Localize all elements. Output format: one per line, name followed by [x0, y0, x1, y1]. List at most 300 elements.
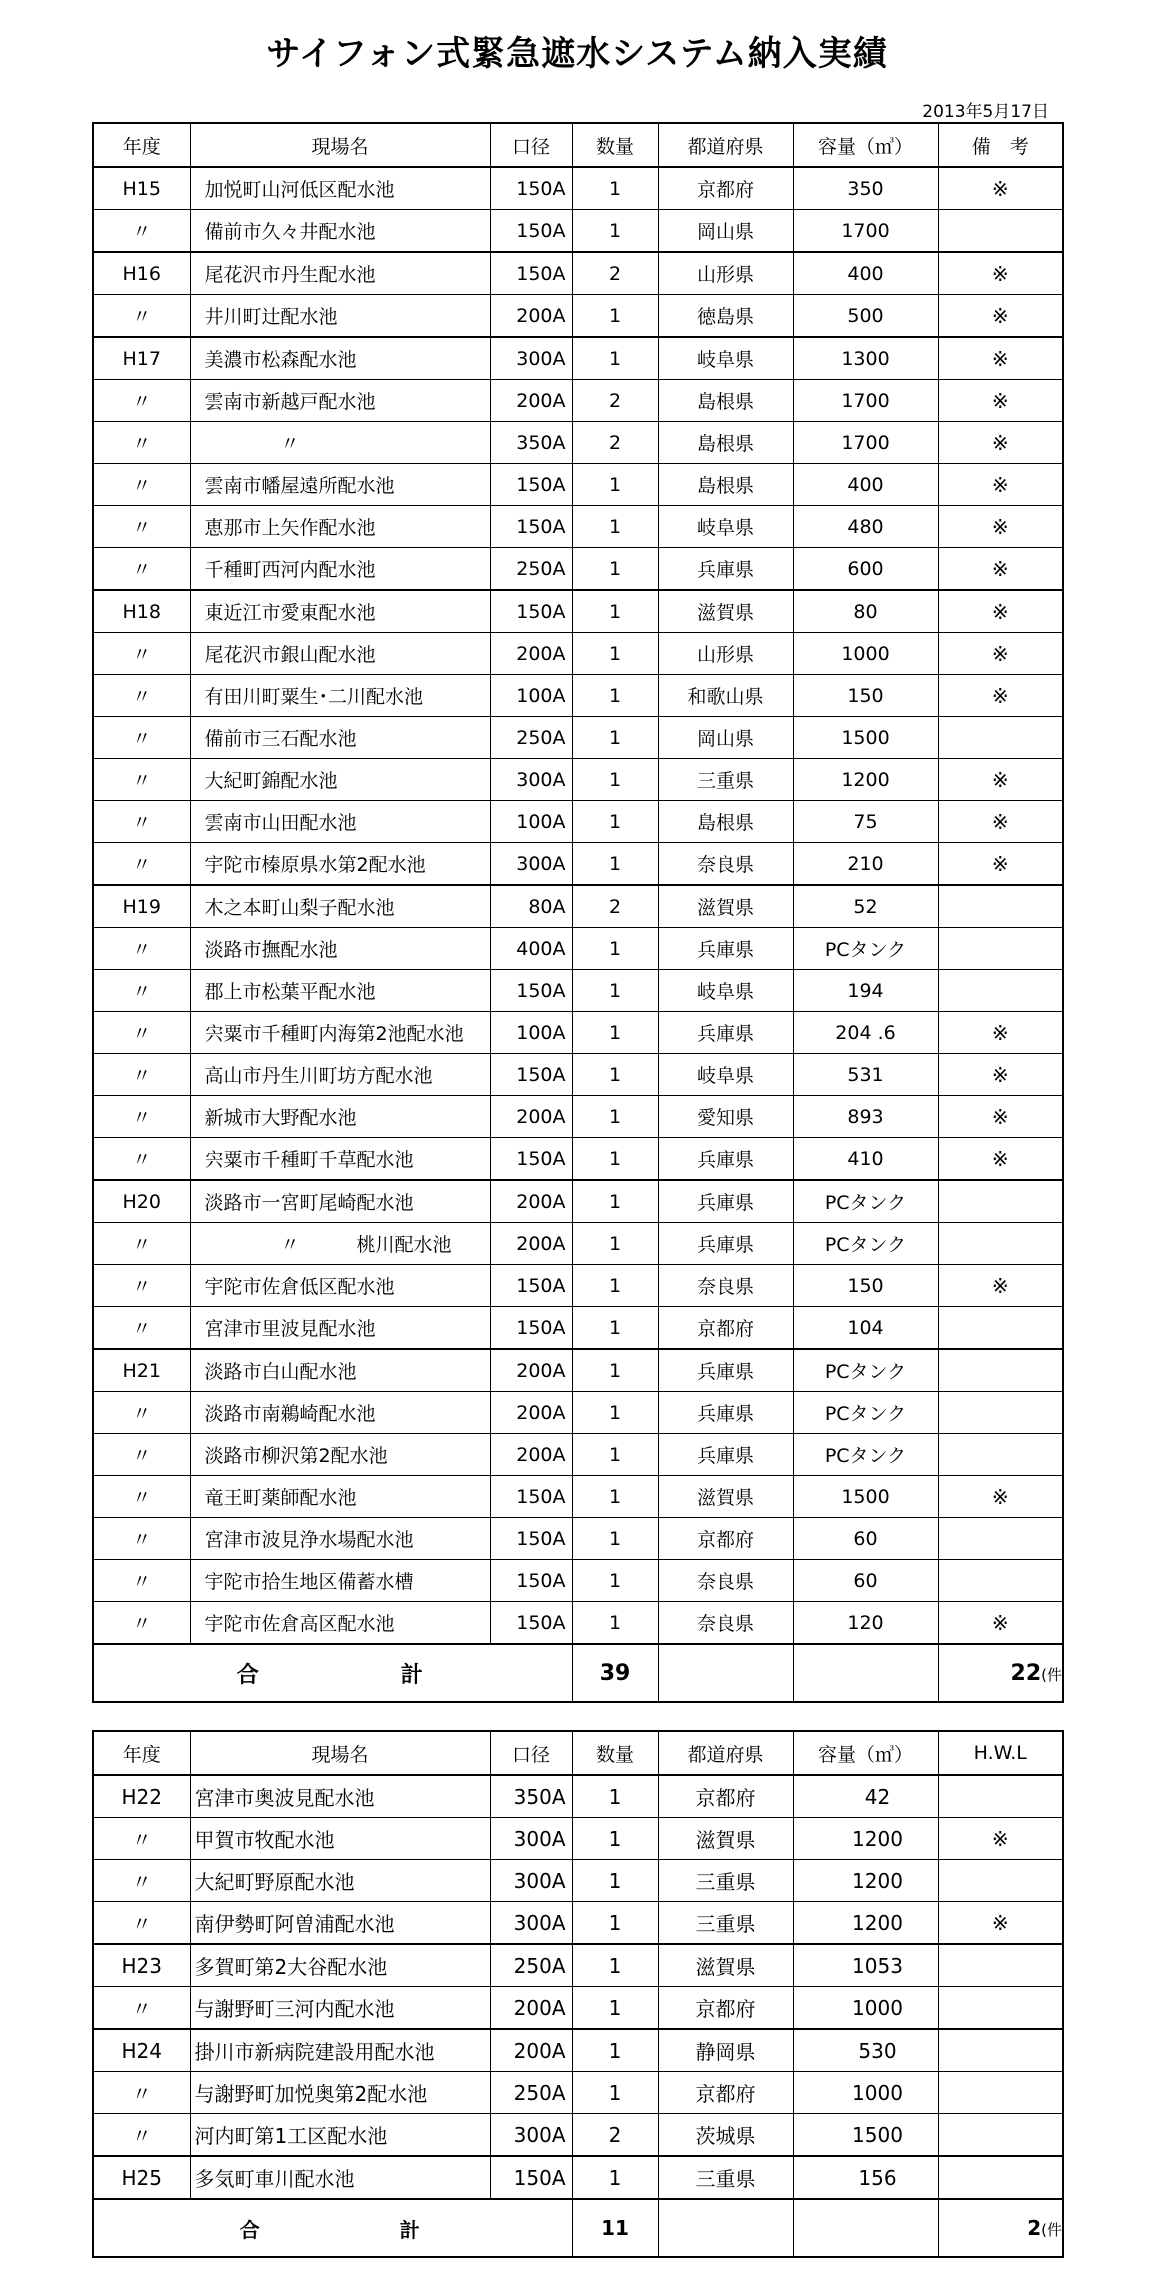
- table-row: [93, 506, 1063, 548]
- note-cell: [938, 1392, 1063, 1434]
- capacity-cell: 1500: [793, 2114, 938, 2157]
- year-cell: 〃: [93, 1434, 190, 1476]
- site-name-cell: 宇陀市榛原県水第2配水池: [190, 843, 490, 886]
- bore-size-cell: 300A: [490, 2114, 572, 2157]
- bore-size-cell: 150A: [490, 1138, 572, 1181]
- note-cell: ※: [938, 464, 1063, 506]
- quantity-cell: 1: [572, 210, 658, 253]
- year-cell: 〃: [93, 1096, 190, 1138]
- note-cell: ※: [938, 1602, 1063, 1645]
- quantity-cell: 1: [572, 1096, 658, 1138]
- prefecture-cell: 岡山県: [658, 210, 793, 253]
- bore-size-cell: 80A: [490, 885, 572, 928]
- quantity-cell: 1: [572, 1223, 658, 1265]
- note-cell: ※: [938, 252, 1063, 295]
- total-label: 合 計: [93, 2199, 572, 2257]
- bore-size-cell: 250A: [490, 717, 572, 759]
- total-row: [93, 1644, 1063, 1702]
- capacity-cell: 120: [793, 1602, 938, 1645]
- quantity-cell: 1: [572, 1054, 658, 1096]
- column-header: 数量: [572, 1731, 658, 1775]
- prefecture-cell: 奈良県: [658, 843, 793, 886]
- note-cell: [938, 210, 1063, 253]
- site-name-cell: 竜王町薬師配水池: [190, 1476, 490, 1518]
- site-name-cell: 淡路市南鵜崎配水池: [190, 1392, 490, 1434]
- site-name-cell: 掛川市新病院建設用配水池: [190, 2029, 490, 2072]
- note-cell: ※: [938, 801, 1063, 843]
- note-cell: ※: [938, 1476, 1063, 1518]
- bore-size-cell: 100A: [490, 1012, 572, 1054]
- bore-size-cell: 150A: [490, 1476, 572, 1518]
- note-cell: ※: [938, 1054, 1063, 1096]
- table-row: [93, 1054, 1063, 1096]
- quantity-cell: 1: [572, 1265, 658, 1307]
- capacity-cell: 1700: [793, 422, 938, 464]
- capacity-cell: 1300: [793, 337, 938, 380]
- prefecture-cell: 京都府: [658, 167, 793, 210]
- site-name-cell: 有田川町粟生･二川配水池: [190, 675, 490, 717]
- quantity-cell: 1: [572, 1476, 658, 1518]
- bore-size-cell: 200A: [490, 1987, 572, 2030]
- prefecture-cell: 滋賀県: [658, 1944, 793, 1987]
- capacity-cell: 1053: [793, 1944, 938, 1987]
- table-row: [93, 1096, 1063, 1138]
- capacity-cell: 1700: [793, 210, 938, 253]
- table-row: [93, 970, 1063, 1012]
- table-row: [93, 464, 1063, 506]
- column-header: 都道府県: [658, 123, 793, 167]
- table-row: [93, 252, 1063, 295]
- note-cell: [938, 885, 1063, 928]
- year-cell: 〃: [93, 1860, 190, 1902]
- table-row: [93, 928, 1063, 970]
- bore-size-cell: 350A: [490, 422, 572, 464]
- note-cell: [938, 1349, 1063, 1392]
- table-header-row: [93, 1731, 1063, 1775]
- capacity-cell: 1200: [793, 1860, 938, 1902]
- prefecture-cell: 奈良県: [658, 1560, 793, 1602]
- table-row: [93, 1518, 1063, 1560]
- prefecture-cell: 兵庫県: [658, 548, 793, 591]
- prefecture-cell: 兵庫県: [658, 1012, 793, 1054]
- quantity-cell: 1: [572, 1138, 658, 1181]
- site-name-cell: 宇陀市拾生地区備蓄水槽: [190, 1560, 490, 1602]
- note-cell: ※: [938, 1902, 1063, 1945]
- note-cell: ※: [938, 633, 1063, 675]
- year-cell: 〃: [93, 1392, 190, 1434]
- quantity-cell: 1: [572, 970, 658, 1012]
- capacity-cell: 400: [793, 252, 938, 295]
- capacity-cell: 104: [793, 1307, 938, 1350]
- prefecture-cell: 島根県: [658, 464, 793, 506]
- capacity-cell: 204 .6: [793, 1012, 938, 1054]
- note-cell: [938, 1307, 1063, 1350]
- quantity-cell: 1: [572, 1307, 658, 1350]
- note-cell: ※: [938, 380, 1063, 422]
- quantity-cell: 2: [572, 380, 658, 422]
- table-row: [93, 1392, 1063, 1434]
- prefecture-cell: 島根県: [658, 422, 793, 464]
- capacity-cell: 893: [793, 1096, 938, 1138]
- bore-size-cell: 150A: [490, 2156, 572, 2199]
- bore-size-cell: 150A: [490, 1602, 572, 1645]
- year-cell: H21: [93, 1349, 190, 1392]
- year-cell: 〃: [93, 295, 190, 338]
- capacity-cell: 1200: [793, 1902, 938, 1945]
- capacity-cell: PCタンク: [793, 1349, 938, 1392]
- count-unit: (件: [1041, 2221, 1062, 2239]
- bore-size-cell: 150A: [490, 1518, 572, 1560]
- column-header: 口径: [490, 1731, 572, 1775]
- bore-size-cell: 250A: [490, 548, 572, 591]
- prefecture-cell: 三重県: [658, 1902, 793, 1945]
- prefecture-cell: 兵庫県: [658, 928, 793, 970]
- note-cell: ※: [938, 1012, 1063, 1054]
- quantity-cell: 2: [572, 252, 658, 295]
- bore-size-cell: 150A: [490, 464, 572, 506]
- capacity-cell: 60: [793, 1518, 938, 1560]
- site-name-cell: 大紀町錦配水池: [190, 759, 490, 801]
- bore-size-cell: 200A: [490, 1392, 572, 1434]
- table-row: [93, 1223, 1063, 1265]
- year-cell: H17: [93, 337, 190, 380]
- bore-size-cell: 150A: [490, 167, 572, 210]
- year-cell: 〃: [93, 380, 190, 422]
- site-name-cell: 尾花沢市銀山配水池: [190, 633, 490, 675]
- capacity-cell: 150: [793, 675, 938, 717]
- prefecture-cell: 兵庫県: [658, 1392, 793, 1434]
- year-cell: 〃: [93, 1818, 190, 1860]
- prefecture-cell: 兵庫県: [658, 1180, 793, 1223]
- table-row: [93, 2072, 1063, 2114]
- table-row: [93, 1307, 1063, 1350]
- year-cell: 〃: [93, 464, 190, 506]
- note-cell: ※: [938, 843, 1063, 886]
- quantity-cell: 1: [572, 1434, 658, 1476]
- capacity-cell: 400: [793, 464, 938, 506]
- site-name-cell: 尾花沢市丹生配水池: [190, 252, 490, 295]
- year-cell: H25: [93, 2156, 190, 2199]
- table-row: [93, 1775, 1063, 1818]
- bore-size-cell: 300A: [490, 1818, 572, 1860]
- quantity-cell: 1: [572, 1987, 658, 2030]
- column-header: H.W.L: [938, 1731, 1063, 1775]
- note-cell: [938, 1518, 1063, 1560]
- table-row: [93, 295, 1063, 338]
- bore-size-cell: 200A: [490, 1349, 572, 1392]
- report-date: 2013年5月17日: [922, 102, 1049, 122]
- bore-size-cell: 200A: [490, 1096, 572, 1138]
- note-cell: ※: [938, 1265, 1063, 1307]
- prefecture-cell: 兵庫県: [658, 1138, 793, 1181]
- prefecture-cell: 奈良県: [658, 1265, 793, 1307]
- quantity-cell: 2: [572, 422, 658, 464]
- table-row: [93, 1434, 1063, 1476]
- quantity-cell: 1: [572, 2072, 658, 2114]
- prefecture-cell: 滋賀県: [658, 590, 793, 633]
- year-cell: 〃: [93, 1012, 190, 1054]
- table-row: [93, 422, 1063, 464]
- empty-cell: [658, 1644, 793, 1702]
- prefecture-cell: 滋賀県: [658, 1476, 793, 1518]
- capacity-cell: 350: [793, 167, 938, 210]
- prefecture-cell: 京都府: [658, 1775, 793, 1818]
- capacity-cell: 500: [793, 295, 938, 338]
- bore-size-cell: 150A: [490, 210, 572, 253]
- site-name-cell: 美濃市松森配水池: [190, 337, 490, 380]
- column-header: 年度: [93, 123, 190, 167]
- note-cell: [938, 1987, 1063, 2030]
- table-row: [93, 2156, 1063, 2199]
- quantity-cell: 1: [572, 928, 658, 970]
- site-name-cell: 恵那市上矢作配水池: [190, 506, 490, 548]
- year-cell: 〃: [93, 1602, 190, 1645]
- year-cell: 〃: [93, 1265, 190, 1307]
- table-row: [93, 337, 1063, 380]
- bore-size-cell: 250A: [490, 2072, 572, 2114]
- site-name-cell: 淡路市撫配水池: [190, 928, 490, 970]
- site-name-cell: 淡路市一宮町尾崎配水池: [190, 1180, 490, 1223]
- page-title: サイフォン式緊急遮水システム納入実績: [266, 34, 888, 74]
- table-row: [93, 1349, 1063, 1392]
- note-cell: [938, 2156, 1063, 2199]
- year-cell: H24: [93, 2029, 190, 2072]
- table-row: [93, 167, 1063, 210]
- note-cell: [938, 1775, 1063, 1818]
- quantity-cell: 1: [572, 506, 658, 548]
- bore-size-cell: 300A: [490, 843, 572, 886]
- note-cell: [938, 2114, 1063, 2157]
- note-cell: [938, 1944, 1063, 1987]
- count-unit: (件: [1041, 1665, 1062, 1684]
- note-cell: [938, 1560, 1063, 1602]
- capacity-cell: 1000: [793, 633, 938, 675]
- bore-size-cell: 300A: [490, 1860, 572, 1902]
- quantity-cell: 1: [572, 633, 658, 675]
- note-cell: ※: [938, 1818, 1063, 1860]
- note-cell: ※: [938, 1096, 1063, 1138]
- capacity-cell: PCタンク: [793, 1180, 938, 1223]
- bore-size-cell: 200A: [490, 1434, 572, 1476]
- capacity-cell: 531: [793, 1054, 938, 1096]
- site-name-cell: 宍粟市千種町千草配水池: [190, 1138, 490, 1181]
- year-cell: 〃: [93, 1138, 190, 1181]
- note-cell: [938, 1860, 1063, 1902]
- capacity-cell: 150: [793, 1265, 938, 1307]
- capacity-cell: 1700: [793, 380, 938, 422]
- column-header: 都道府県: [658, 1731, 793, 1775]
- capacity-cell: 1200: [793, 759, 938, 801]
- site-name-cell: 井川町辻配水池: [190, 295, 490, 338]
- quantity-cell: 1: [572, 464, 658, 506]
- quantity-cell: 2: [572, 2114, 658, 2157]
- year-cell: H19: [93, 885, 190, 928]
- total-quantity: 11: [572, 2199, 658, 2257]
- year-cell: H16: [93, 252, 190, 295]
- table-row: [93, 843, 1063, 886]
- prefecture-cell: 三重県: [658, 1860, 793, 1902]
- site-name-cell: 新城市大野配水池: [190, 1096, 490, 1138]
- capacity-cell: 80: [793, 590, 938, 633]
- year-cell: 〃: [93, 1902, 190, 1945]
- note-cell: [938, 1223, 1063, 1265]
- capacity-cell: 156: [793, 2156, 938, 2199]
- column-header: 容量（㎥）: [793, 1731, 938, 1775]
- capacity-cell: 600: [793, 548, 938, 591]
- prefecture-cell: 岐阜県: [658, 337, 793, 380]
- site-name-cell: 甲賀市牧配水池: [190, 1818, 490, 1860]
- capacity-cell: PCタンク: [793, 1392, 938, 1434]
- prefecture-cell: 京都府: [658, 1987, 793, 2030]
- quantity-cell: 1: [572, 1392, 658, 1434]
- quantity-cell: 1: [572, 801, 658, 843]
- table-row: [93, 717, 1063, 759]
- quantity-cell: 1: [572, 1818, 658, 1860]
- prefecture-cell: 京都府: [658, 1307, 793, 1350]
- year-cell: 〃: [93, 210, 190, 253]
- year-cell: 〃: [93, 548, 190, 591]
- year-cell: H15: [93, 167, 190, 210]
- bore-size-cell: 200A: [490, 1223, 572, 1265]
- table-row: [93, 633, 1063, 675]
- total-count: [938, 2199, 1063, 2257]
- quantity-cell: 1: [572, 759, 658, 801]
- total-row: [93, 2199, 1063, 2257]
- quantity-cell: 1: [572, 1902, 658, 1945]
- column-header: 現場名: [190, 123, 490, 167]
- prefecture-cell: 京都府: [658, 1518, 793, 1560]
- year-cell: 〃: [93, 2114, 190, 2157]
- note-cell: ※: [938, 506, 1063, 548]
- site-name-cell: 河内町第1工区配水池: [190, 2114, 490, 2157]
- note-cell: [938, 1434, 1063, 1476]
- total-count: [938, 1644, 1063, 1702]
- year-cell: 〃: [93, 1054, 190, 1096]
- prefecture-cell: 徳島県: [658, 295, 793, 338]
- note-cell: ※: [938, 675, 1063, 717]
- year-cell: 〃: [93, 970, 190, 1012]
- capacity-cell: 60: [793, 1560, 938, 1602]
- quantity-cell: 1: [572, 843, 658, 886]
- prefecture-cell: 京都府: [658, 2072, 793, 2114]
- capacity-cell: PCタンク: [793, 928, 938, 970]
- prefecture-cell: 愛知県: [658, 1096, 793, 1138]
- total-label: 合 計: [93, 1644, 572, 1702]
- site-name-cell: 宮津市波見浄水場配水池: [190, 1518, 490, 1560]
- site-name-cell: 木之本町山梨子配水池: [190, 885, 490, 928]
- quantity-cell: 1: [572, 1602, 658, 1645]
- note-cell: ※: [938, 167, 1063, 210]
- prefecture-cell: 静岡県: [658, 2029, 793, 2072]
- site-name-cell: 宇陀市佐倉低区配水池: [190, 1265, 490, 1307]
- capacity-cell: 1000: [793, 2072, 938, 2114]
- year-cell: 〃: [93, 801, 190, 843]
- capacity-cell: 52: [793, 885, 938, 928]
- table-row: [93, 1012, 1063, 1054]
- prefecture-cell: 岐阜県: [658, 506, 793, 548]
- empty-cell: [793, 1644, 938, 1702]
- quantity-cell: 1: [572, 590, 658, 633]
- site-name-cell: 郡上市松葉平配水池: [190, 970, 490, 1012]
- capacity-cell: 1500: [793, 717, 938, 759]
- table-row: [93, 1476, 1063, 1518]
- capacity-cell: 75: [793, 801, 938, 843]
- note-cell: ※: [938, 422, 1063, 464]
- year-cell: 〃: [93, 1223, 190, 1265]
- note-cell: ※: [938, 1138, 1063, 1181]
- site-name-cell: 与謝野町加悦奥第2配水池: [190, 2072, 490, 2114]
- bore-size-cell: 200A: [490, 295, 572, 338]
- column-header: 現場名: [190, 1731, 490, 1775]
- capacity-cell: PCタンク: [793, 1223, 938, 1265]
- year-cell: 〃: [93, 675, 190, 717]
- table-row: [93, 548, 1063, 591]
- table-row: [93, 759, 1063, 801]
- year-cell: 〃: [93, 2072, 190, 2114]
- capacity-cell: 530: [793, 2029, 938, 2072]
- capacity-cell: 410: [793, 1138, 938, 1181]
- site-name-cell: 雲南市山田配水池: [190, 801, 490, 843]
- column-header: 数量: [572, 123, 658, 167]
- bore-size-cell: 350A: [490, 1775, 572, 1818]
- note-cell: ※: [938, 590, 1063, 633]
- bore-size-cell: 150A: [490, 506, 572, 548]
- bore-size-cell: 200A: [490, 2029, 572, 2072]
- prefecture-cell: 奈良県: [658, 1602, 793, 1645]
- quantity-cell: 1: [572, 717, 658, 759]
- empty-cell: [658, 2199, 793, 2257]
- prefecture-cell: 兵庫県: [658, 1349, 793, 1392]
- quantity-cell: 1: [572, 1349, 658, 1392]
- year-cell: H18: [93, 590, 190, 633]
- site-name-cell: 千種町西河内配水池: [190, 548, 490, 591]
- year-cell: 〃: [93, 1307, 190, 1350]
- table-row: [93, 2029, 1063, 2072]
- table-row: [93, 1944, 1063, 1987]
- prefecture-cell: 山形県: [658, 252, 793, 295]
- quantity-cell: 1: [572, 1860, 658, 1902]
- capacity-cell: 480: [793, 506, 938, 548]
- quantity-cell: 1: [572, 1012, 658, 1054]
- bore-size-cell: 150A: [490, 1307, 572, 1350]
- year-cell: 〃: [93, 928, 190, 970]
- site-name-cell: 東近江市愛東配水池: [190, 590, 490, 633]
- site-name-cell: 宍粟市千種町内海第2池配水池: [190, 1012, 490, 1054]
- total-count-value: 22: [1010, 1660, 1042, 1686]
- note-cell: [938, 970, 1063, 1012]
- site-name-cell: 宮津市里波見配水池: [190, 1307, 490, 1350]
- site-name-cell: 大紀町野原配水池: [190, 1860, 490, 1902]
- year-cell: 〃: [93, 633, 190, 675]
- year-cell: 〃: [93, 1560, 190, 1602]
- empty-cell: [793, 2199, 938, 2257]
- total-count-value: 2: [1027, 2216, 1042, 2240]
- quantity-cell: 1: [572, 548, 658, 591]
- site-name-cell: 備前市三石配水池: [190, 717, 490, 759]
- quantity-cell: 1: [572, 337, 658, 380]
- table-row: [93, 380, 1063, 422]
- bore-size-cell: 300A: [490, 759, 572, 801]
- prefecture-cell: 兵庫県: [658, 1223, 793, 1265]
- note-cell: [938, 717, 1063, 759]
- bore-size-cell: 300A: [490, 1902, 572, 1945]
- prefecture-cell: 島根県: [658, 380, 793, 422]
- site-name-cell: 淡路市白山配水池: [190, 1349, 490, 1392]
- note-cell: [938, 928, 1063, 970]
- year-cell: 〃: [93, 717, 190, 759]
- bore-size-cell: 150A: [490, 1054, 572, 1096]
- site-name-cell: 南伊勢町阿曽浦配水池: [190, 1902, 490, 1945]
